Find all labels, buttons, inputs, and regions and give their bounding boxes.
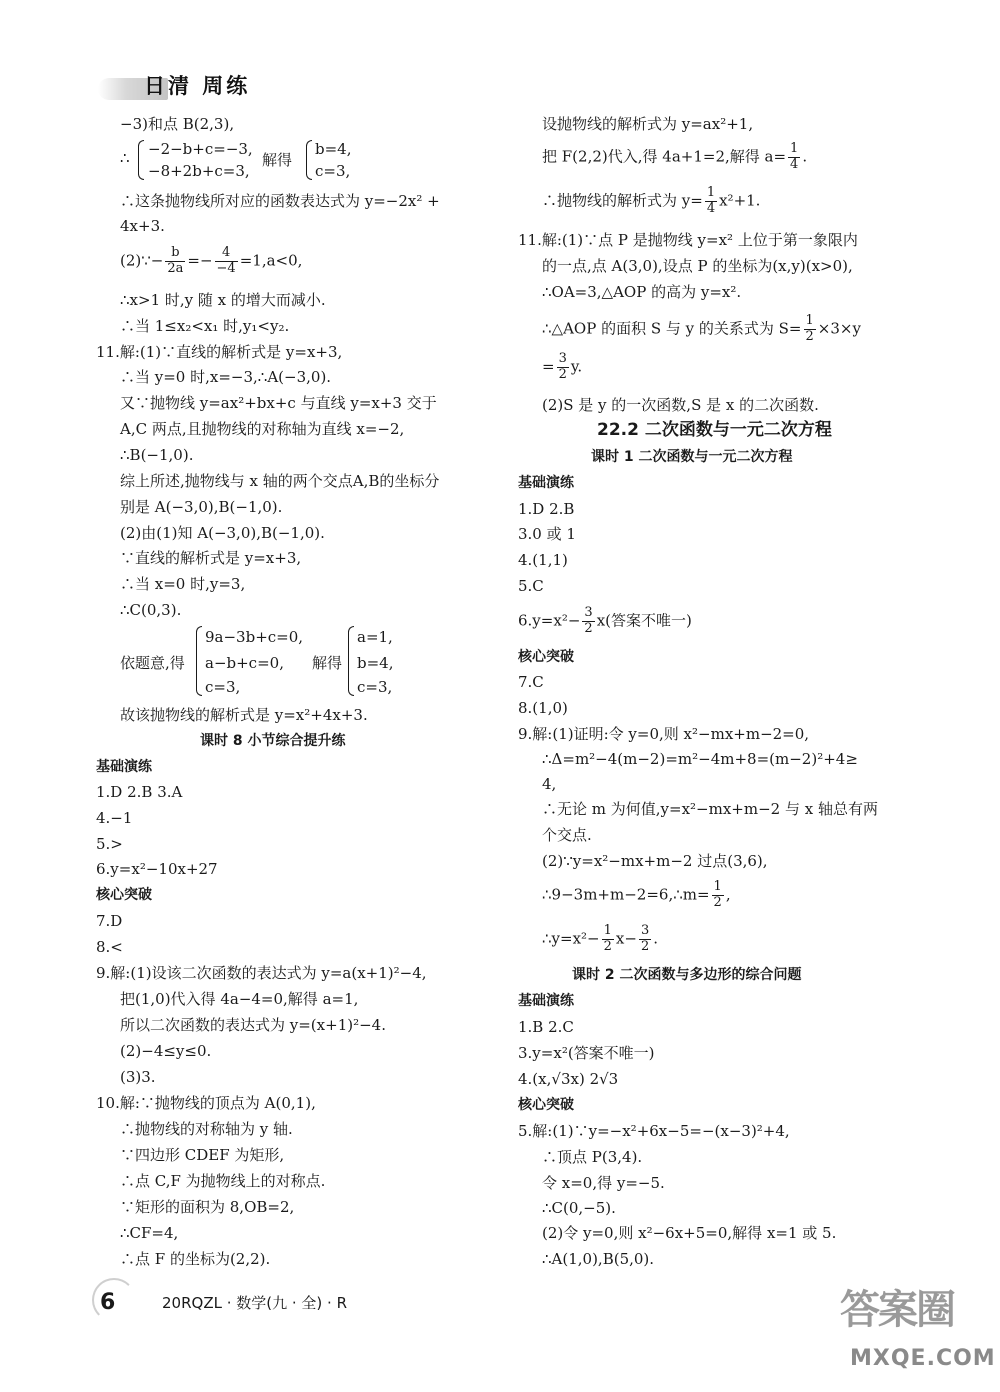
equation: b=4,	[315, 140, 352, 158]
answer-line: 4.(1,1)	[518, 551, 568, 569]
numerator: 1	[805, 313, 814, 328]
equation: a=1,	[357, 628, 393, 646]
text-line: A,C 两点,且抛物线的对称轴为直线 x=−2,	[120, 420, 405, 438]
text-fragment: =−	[187, 251, 213, 270]
fraction-line	[542, 186, 760, 217]
answer-line: ∴CF=4,	[120, 1224, 179, 1242]
watermark-text: 答案圈	[840, 1287, 954, 1333]
numerator: 1	[713, 879, 722, 894]
fraction	[602, 924, 614, 955]
denominator: 4	[790, 156, 799, 172]
fraction	[788, 142, 800, 173]
text-line: ∴C(0,3).	[120, 601, 182, 619]
answer-line: 1.B 2.C	[518, 1018, 574, 1036]
text-line: ∴OA=3,△AOP 的高为 y=x².	[542, 283, 742, 301]
numerator: 3	[584, 605, 593, 620]
section-heading: 基础演练	[518, 475, 574, 491]
numerator: 3	[558, 351, 567, 366]
text-fragment: 6.y=x²−	[518, 611, 581, 630]
numerator: 1	[603, 923, 612, 938]
text-fragment: ∴抛物线的解析式为 y=	[542, 191, 703, 210]
denominator: 2	[603, 938, 612, 954]
fraction-line	[120, 246, 302, 277]
solution-brace	[348, 626, 354, 696]
fraction-line	[542, 924, 658, 955]
section-heading: 核心突破	[96, 887, 152, 903]
denominator: 4	[706, 200, 716, 216]
fraction	[639, 924, 651, 955]
answer-line: ∴无论 m 为何值,y=x²−mx+m−2 与 x 轴总有两	[542, 800, 878, 818]
text-line: 故该抛物线的解析式是 y=x²+4x+3.	[120, 706, 368, 724]
text-fragment: ×3×y	[817, 319, 861, 338]
answer-line: 个交点.	[542, 826, 592, 844]
answer-line: 令 x=0,得 y=−5.	[542, 1174, 665, 1192]
answer-line: 4,	[542, 775, 557, 793]
header-brand	[98, 72, 258, 104]
equation-brace	[196, 626, 202, 696]
text-line: ∴x>1 时,y 随 x 的增大而减小.	[120, 291, 326, 309]
answer-line: 8.<	[96, 938, 123, 956]
text-fragment: ,	[725, 885, 731, 904]
fraction-line	[518, 606, 692, 637]
answer-line: ∵四边形 CDEF 为矩形,	[120, 1146, 285, 1164]
text-line: 解得	[312, 654, 343, 672]
answer-line: ∴C(0,−5).	[542, 1199, 616, 1217]
text-line: 解得	[262, 151, 293, 169]
text-line: 别是 A(−3,0),B(−1,0).	[120, 498, 283, 516]
numerator: 1	[790, 141, 799, 156]
therefore-symbol: ∴	[120, 149, 130, 167]
answer-line: ∴Δ=m²−4(m−2)=m²−4m+8=(m−2)²+4≥	[542, 750, 858, 768]
text-line: 11.解:(1)∵直线的解析式是 y=x+3,	[96, 343, 343, 361]
answer-line: 6.y=x²−10x+27	[96, 860, 218, 878]
denominator: −4	[216, 260, 236, 276]
text-line: 依题意,得	[120, 654, 185, 672]
section-heading: 核心突破	[518, 649, 574, 665]
answer-line: 8.(1,0)	[518, 699, 568, 717]
answer-line: 9.解:(1)设该二次函数的表达式为 y=a(x+1)²−4,	[96, 964, 427, 982]
fraction	[582, 606, 594, 637]
fraction	[712, 880, 724, 911]
text-line: ∴B(−1,0).	[120, 446, 194, 464]
denominator: 2	[640, 938, 650, 954]
answer-line: 7.C	[518, 673, 544, 691]
answer-line: (3)3.	[120, 1068, 156, 1086]
lesson-title: 课时 1 二次函数与一元二次方程	[591, 449, 793, 465]
answer-line: 4.(x,√3x) 2√3	[518, 1070, 619, 1088]
text-line: 的一点,点 A(3,0),设点 P 的坐标为(x,y)(x>0),	[542, 257, 853, 275]
fraction	[165, 246, 185, 277]
text-fragment: ∴△AOP 的面积 S 与 y 的关系式为 S=	[542, 319, 802, 338]
equation: c=3,	[357, 678, 393, 696]
fraction-line	[542, 880, 731, 911]
fraction-line	[542, 142, 807, 173]
numerator: 1	[706, 185, 716, 200]
answer-line: 7.D	[96, 912, 123, 930]
brand-title: 日清 周练	[144, 74, 251, 98]
text-fragment: ∴y=x²−	[542, 929, 600, 948]
answer-line: 9.解:(1)证明:令 y=0,则 x²−mx+m−2=0,	[518, 725, 810, 743]
text-line: (2)由(1)知 A(−3,0),B(−1,0).	[120, 524, 325, 542]
fraction-line	[542, 314, 861, 345]
watermark-logo	[840, 1287, 996, 1380]
denominator: 2a	[167, 260, 184, 276]
numerator: 4	[215, 246, 238, 262]
text-line: 4x+3.	[120, 217, 165, 235]
section-heading: 核心突破	[518, 1097, 574, 1113]
text-fragment: .	[653, 929, 659, 948]
answer-line: (2)−4≤y≤0.	[120, 1042, 212, 1060]
equation: c=3,	[315, 162, 351, 180]
text-line: −3)和点 B(2,3),	[120, 115, 235, 133]
denominator: 2	[805, 328, 814, 344]
text-fragment: =1,a<0,	[239, 251, 303, 270]
text-fragment: =	[542, 357, 555, 376]
section-title: 22.2 二次函数与一元二次方程	[597, 420, 832, 440]
answer-line: 10.解:∵抛物线的顶点为 A(0,1),	[96, 1094, 316, 1112]
text-fragment: x(答案不唯一)	[596, 611, 692, 630]
equation: a−b+c=0,	[205, 654, 284, 672]
lesson-title: 课时 8 小节综合提升练	[200, 733, 346, 749]
text-line: 又∵抛物线 y=ax²+bx+c 与直线 y=x+3 交于	[120, 394, 437, 412]
denominator: 2	[713, 894, 722, 910]
answer-line: ∴顶点 P(3,4).	[542, 1148, 643, 1166]
answer-line: 5.解:(1)∵y=−x²+6x−5=−(x−3)²+4,	[518, 1122, 790, 1140]
equation: c=3,	[205, 678, 241, 696]
fraction	[557, 352, 569, 383]
text-line: (2)S 是 y 的一次函数,S 是 x 的二次函数.	[542, 396, 819, 414]
answer-line: ∴抛物线的对称轴为 y 轴.	[120, 1120, 293, 1138]
answer-line: 所以二次函数的表达式为 y=(x+1)²−4.	[120, 1016, 386, 1034]
answer-line: 3.0 或 1	[518, 525, 576, 543]
answer-line: (2)∵y=x²−mx+m−2 过点(3,6),	[542, 852, 768, 870]
text-fragment: x²+1.	[719, 191, 761, 210]
answer-line: ∴点 C,F 为抛物线上的对称点.	[120, 1172, 326, 1190]
fraction	[215, 246, 238, 277]
equation: 9a−3b+c=0,	[205, 628, 304, 646]
text-fragment: ∴9−3m+m−2=6,∴m=	[542, 885, 710, 904]
answer-line: 1.D 2.B	[518, 500, 575, 518]
answer-line: ∵矩形的面积为 8,OB=2,	[120, 1198, 295, 1216]
numerator: 3	[640, 923, 650, 938]
equation-brace	[138, 140, 144, 180]
fraction-line	[542, 352, 582, 383]
text-line: 设抛物线的解析式为 y=ax²+1,	[542, 115, 754, 133]
text-line: ∴当 x=0 时,y=3,	[120, 575, 246, 593]
answer-line: 1.D 2.B 3.A	[96, 783, 183, 801]
answer-line: 4.−1	[96, 809, 133, 827]
answer-line: ∴点 F 的坐标为(2,2).	[120, 1250, 271, 1268]
answer-line: 5.C	[518, 577, 544, 595]
page-number: 6	[100, 1290, 116, 1315]
equation: b=4,	[357, 654, 394, 672]
denominator: 2	[584, 620, 593, 636]
fraction	[804, 314, 816, 345]
answer-line: 把(1,0)代入得 4a−4=0,解得 a=1,	[120, 990, 359, 1008]
text-line: ∴当 1≤x₂<x₁ 时,y₁<y₂.	[120, 317, 290, 335]
lesson-title: 课时 2 二次函数与多边形的综合问题	[572, 967, 802, 983]
footer-text: 20RQZL · 数学(九 · 全) · R	[162, 1294, 347, 1312]
text-fragment: y.	[570, 357, 583, 376]
answer-line: 5.>	[96, 835, 123, 853]
section-heading: 基础演练	[96, 759, 152, 775]
text-fragment: x−	[615, 929, 637, 948]
text-line: 11.解:(1)∵点 P 是抛物线 y=x² 上位于第一象限内	[518, 231, 858, 249]
section-heading: 基础演练	[518, 993, 574, 1009]
fraction	[705, 186, 717, 217]
equation: −8+2b+c=3,	[148, 162, 250, 180]
text-line: ∵直线的解析式是 y=x+3,	[120, 549, 302, 567]
text-fragment: 把 F(2,2)代入,得 4a+1=2,解得 a=	[542, 147, 787, 166]
watermark-url: MXQE.COM	[850, 1346, 996, 1371]
equation: −2−b+c=−3,	[148, 140, 253, 158]
text-line: ∴当 y=0 时,x=−3,∴A(−3,0).	[120, 368, 332, 386]
text-fragment: .	[802, 147, 808, 166]
text-line: 综上所述,抛物线与 x 轴的两个交点A,B的坐标分	[120, 472, 440, 490]
answer-line: (2)令 y=0,则 x²−6x+5=0,解得 x=1 或 5.	[542, 1224, 837, 1242]
numerator: b	[165, 246, 185, 262]
denominator: 2	[558, 366, 567, 382]
answer-line: 3.y=x²(答案不唯一)	[518, 1044, 655, 1062]
text-line: ∴这条抛物线所对应的函数表达式为 y=−2x² +	[120, 192, 440, 210]
text-fragment: (2)∵−	[120, 251, 164, 270]
answer-line: ∴A(1,0),B(5,0).	[542, 1250, 655, 1268]
solution-brace	[306, 140, 312, 180]
